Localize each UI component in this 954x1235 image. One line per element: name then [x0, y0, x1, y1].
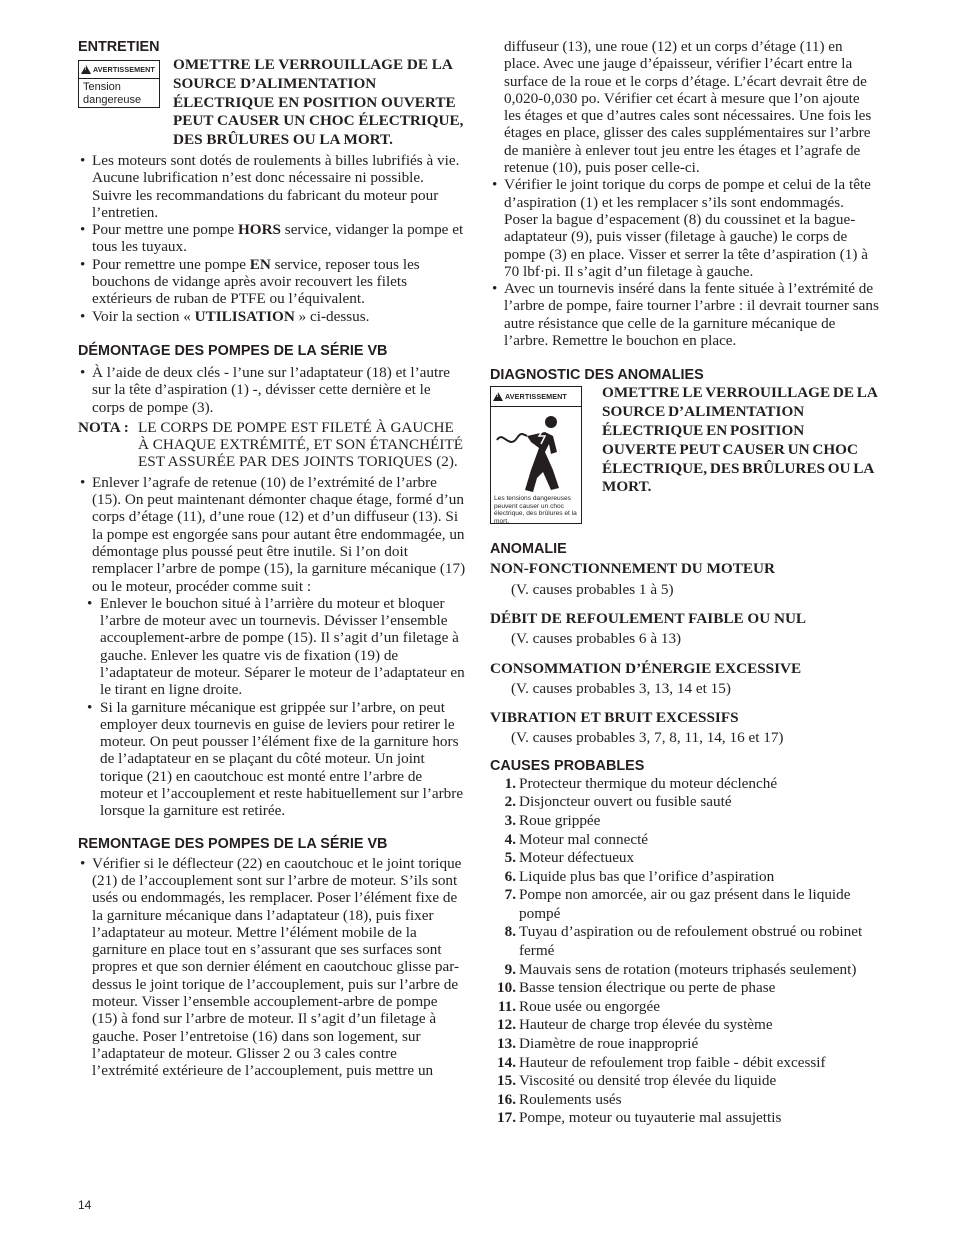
- warning-label: AVERTISSEMENT: [505, 392, 567, 402]
- cause-text: Protecteur thermique du moteur déclenché: [519, 774, 778, 792]
- list-item: • Enlever l’agrafe de retenue (10) de l’extrémité de l’arbre (15). On peut maintenant démonter chaque étage, formé d’un corps d’étage (11), d’une roue (12) et d’un diffuseur (13). Si la pompe est engorgée sans pour autant être endommagée, un démontage plus poussé peut être inutile. Si l’on doit remplacer l’arbre de pompe (15), la garniture mécanique (17) ou le moteur, procéder comme suit :: [78, 474, 466, 595]
- list-item: • Enlever le bouchon situé à l’arrière du moteur et bloquer l’arbre de moteur avec un tournevis. Dévisser l’ensemble accouplement-arbre de pompe (15). Il s’agit d’un filetage à gauche. Enlever les quatre vis de fixation (19) de l’adaptateur de moteur. Séparer le moteur de l’adaptateur en le tirant en ligne droite.: [78, 595, 466, 699]
- anomalies-list: [490, 560, 880, 746]
- cause-number: 6.: [504, 867, 516, 885]
- cause-number: 11.: [497, 997, 516, 1015]
- warning-text: OMETTRE LE VERROUILLAGE DE LA SOURCE D’ALIMENTATION ÉLECTRIQUE EN POSITION OUVERTE PEUT CAUSER UN CHOC ÉLECTRIQUE, DES BRÛLURES OU LA MORT.: [602, 384, 878, 496]
- left-column: [78, 38, 466, 1080]
- warning-sublabel: Tension dangereuse: [83, 81, 142, 106]
- anomaly-causes: (V. causes probables 1 à 5): [511, 580, 674, 598]
- section-heading-causes: CAUSES PROBABLES: [490, 757, 645, 774]
- cause-item: [490, 1072, 880, 1091]
- cause-text: Diamètre de roue inapproprié: [519, 1035, 699, 1053]
- cause-item: [490, 923, 880, 960]
- section-heading-remontage: REMONTAGE DES POMPES DE LA SÉRIE VB: [78, 835, 388, 852]
- cause-item: [490, 961, 880, 980]
- entretien-list: [78, 152, 466, 325]
- list-item: • Si la garniture mécanique est grippée sur l’arbre, on peut employer deux tournevis en guise de leviers pour retirer le moteur. On peut pousser l’élément fixe de la garniture hors de l’adaptateur en se plaçant du côté moteur. Un joint torique (21) en caoutchouc est monté entre l’arbre de moteur et l’accouplement et reste habituellement sur l’arbre lorsque la garniture est retirée.: [78, 699, 466, 820]
- demontage-list: [78, 364, 466, 416]
- cause-item: [490, 1035, 880, 1054]
- cause-item: [490, 1054, 880, 1073]
- warning-label: AVERTISSEMENT: [93, 64, 155, 74]
- cause-item: [490, 1109, 880, 1128]
- warning-caption: Les tensions dangereuses peuvent causer un choc électrique, des brûlures et la mort.: [494, 495, 577, 525]
- anomaly-title: DÉBIT DE REFOULEMENT FAIBLE OU NUL: [490, 609, 807, 627]
- causes-list: [490, 775, 880, 1128]
- page-number: 14: [78, 1198, 92, 1212]
- continuation-text: diffuseur (13), une roue (12) et un corps d’étage (11) en place. Avec une jauge d’épaisseur, vérifier l’écart entre la surface de la roue et le corps d’étage. L’écart devrait être de 0,020-0,030 po. Vérifier cet écart à mesure que l’on ajoute les étages et que d’autres cales sont nécessaires. Une fois les étages en place, glisser des cales supplémentaires sur l’arbre de manière à enlever tout jeu entre les étages et l’agrafe de retenue (10), puis poser celle-ci.: [504, 38, 872, 177]
- list-item: • À l’aide de deux clés - l’une sur l’adaptateur (18) et l’autre sur la tête d’aspiration (1) -, dévisser cette dernière et le corps de pompe (3).: [78, 364, 466, 416]
- anomaly-causes: (V. causes probables 3, 7, 8, 11, 14, 16 et 17): [511, 729, 784, 747]
- cause-number: 7.: [504, 886, 516, 904]
- cause-item: [490, 868, 880, 887]
- demontage-sublist: [78, 595, 466, 820]
- cause-text: Roulements usés: [519, 1090, 622, 1108]
- cause-number: 17.: [497, 1109, 516, 1127]
- cause-text: Mauvais sens de rotation (moteurs triphasés seulement): [519, 960, 857, 978]
- cause-number: 13.: [497, 1035, 516, 1053]
- cause-number: 3.: [504, 811, 516, 829]
- cause-text: Liquide plus bas que l’orifice d’aspiration: [519, 867, 775, 885]
- nota-text: LE CORPS DE POMPE EST FILETÉ À GAUCHE À CHAQUE EXTRÉMITÉ, ET SON ÉTANCHÉITÉ EST ASSURÉE PAR DES JOINTS TORIQUES (2).: [138, 418, 463, 471]
- cause-number: 2.: [504, 793, 516, 811]
- anomaly-title: NON-FONCTIONNEMENT DU MOTEUR: [490, 560, 775, 578]
- warning-triangle-icon: [81, 65, 91, 74]
- cause-text: Roue grippée: [519, 811, 601, 829]
- cause-text: Moteur défectueux: [519, 849, 635, 867]
- cause-number: 15.: [497, 1072, 516, 1090]
- electric-shock-icon: [491, 407, 581, 495]
- list-item: • Les moteurs sont dotés de roulements à billes lubrifiés à vie. Aucune lubrification n’est donc nécessaire ni possible. Suivre les recommandations du fabricant du moteur pour l’entretien.: [78, 152, 466, 221]
- cause-text: Hauteur de charge trop élevée du système: [519, 1016, 773, 1034]
- nota: [78, 419, 466, 471]
- cause-item: [490, 849, 880, 868]
- cause-number: 4.: [504, 830, 516, 848]
- remontage-continued: [490, 38, 880, 349]
- cause-number: 5.: [504, 849, 516, 867]
- cause-number: 9.: [504, 960, 516, 978]
- cause-text: Pompe, moteur ou tuyauterie mal assujettis: [519, 1109, 782, 1127]
- cause-text: Roue usée ou engorgée: [519, 997, 661, 1015]
- cause-number: 10.: [497, 979, 516, 997]
- warning-block-2: [490, 384, 880, 524]
- list-item: • Vérifier le joint torique du corps de pompe et celui de la tête d’aspiration (1) et les remplacer s’ils sont endommagés. Poser la bague d’espacement (8) du coussinet et la bague-adaptateur (9), puis visser (filetage à gauche) le corps de pompe (3) en place. Visser et serrer la tête d’aspiration (1) à 70 lbf·pi. Il s’agit d’un filetage à gauche.: [490, 176, 880, 280]
- electric-hazard-sign: [490, 386, 582, 524]
- anomaly-causes: (V. causes probables 6 à 13): [511, 630, 682, 648]
- section-heading-entretien: ENTRETIEN: [78, 39, 160, 55]
- cause-item: [490, 775, 880, 794]
- cause-number: 12.: [497, 1016, 516, 1034]
- cause-item: [490, 812, 880, 831]
- anomaly-title: VIBRATION ET BRUIT EXCESSIFS: [490, 709, 739, 727]
- list-item: • Avec un tournevis inséré dans la fente située à l’extrémité de l’arbre de pompe, faire tourner l’arbre : il devrait tourner sans autre résistance que celle de la garniture mécanique de l’arbre. Remettre le bouchon en place.: [490, 280, 880, 349]
- list-item: • Pour remettre une pompe EN service, reposer tous les bouchons de vidange après avoir recouvert les filets extérieurs de ruban de PTFE ou l’équivalent.: [78, 256, 466, 308]
- anomaly-title: CONSOMMATION D’ÉNERGIE EXCESSIVE: [490, 659, 802, 677]
- cause-number: 14.: [497, 1053, 516, 1071]
- anomaly-causes: (V. causes probables 3, 13, 14 et 15): [511, 679, 731, 697]
- warning-block: [78, 56, 466, 150]
- cause-item: [490, 886, 880, 923]
- nota-label: NOTA :: [78, 418, 129, 436]
- cause-text: Disjoncteur ouvert ou fusible sauté: [519, 793, 732, 811]
- cause-text: Viscosité ou densité trop élevée du liquide: [519, 1072, 777, 1090]
- section-heading-diagnostic: DIAGNOSTIC DES ANOMALIES: [490, 367, 704, 384]
- cause-item: [490, 998, 880, 1017]
- cause-number: 8.: [504, 923, 516, 941]
- cause-number: 16.: [497, 1090, 516, 1108]
- section-heading-anomalie: ANOMALIE: [490, 541, 567, 558]
- cause-item: [490, 1016, 880, 1035]
- right-column: [490, 38, 880, 1128]
- remontage-list: [78, 855, 466, 1080]
- section-heading-demontage: DÉMONTAGE DES POMPES DE LA SÉRIE VB: [78, 342, 388, 359]
- cause-item: [490, 979, 880, 998]
- cause-item: [490, 831, 880, 850]
- list-item: • Vérifier si le déflecteur (22) en caoutchouc et le joint torique (21) de l’accouplement sont sur l’arbre de moteur. S’ils sont usés ou endommagés, les remplacer. Poser l’élément fixe de la garniture mécanique dans l’adaptateur (18), puis fixer l’adaptateur au moteur. Mettre l’élément mobile de la garniture en place tout en s’assurant que ses surfaces sont propres et que son dernier élément en caoutchouc glisse par-dessus le joint torique de l’accouplement, puis sur l’arbre de moteur. Visser l’ensemble accouplement-arbre de pompe (15) à fond sur l’arbre de moteur. Il s’agit d’un filetage à gauche. Poser l’entretoise (16) dans son logement, sur l’adaptateur de moteur. Glisser 2 ou 3 cales contre l’extrémité extérieure de l’accouplement, puis mettre un: [78, 855, 466, 1080]
- list-item: • Pour mettre une pompe HORS service, vidanger la pompe et tous les tuyaux.: [78, 221, 466, 256]
- list-item: • Voir la section « UTILISATION » ci-dessus.: [78, 308, 466, 325]
- cause-text: Moteur mal connecté: [519, 830, 649, 848]
- warning-sign: [78, 60, 160, 108]
- cause-text: Pompe non amorcée, air ou gaz présent dans le liquide pompé: [519, 886, 851, 922]
- cause-text: Hauteur de refoulement trop faible - débit excessif: [519, 1053, 826, 1071]
- cause-number: 1.: [504, 774, 516, 792]
- cause-item: [490, 1091, 880, 1110]
- cause-text: Tuyau d’aspiration ou de refoulement obstrué ou robinet fermé: [519, 923, 863, 960]
- cause-item: [490, 793, 880, 812]
- warning-triangle-icon: [493, 392, 503, 401]
- warning-text: OMETTRE LE VERROUILLAGE DE LA SOURCE D’ALIMENTATION ÉLECTRIQUE EN POSITION OUVERTE PEUT CAUSER UN CHOC ÉLECTRIQUE, DES BRÛLURES OU LA MORT.: [173, 56, 464, 149]
- cause-text: Basse tension électrique ou perte de phase: [519, 979, 776, 997]
- demontage-list-2: [78, 474, 466, 595]
